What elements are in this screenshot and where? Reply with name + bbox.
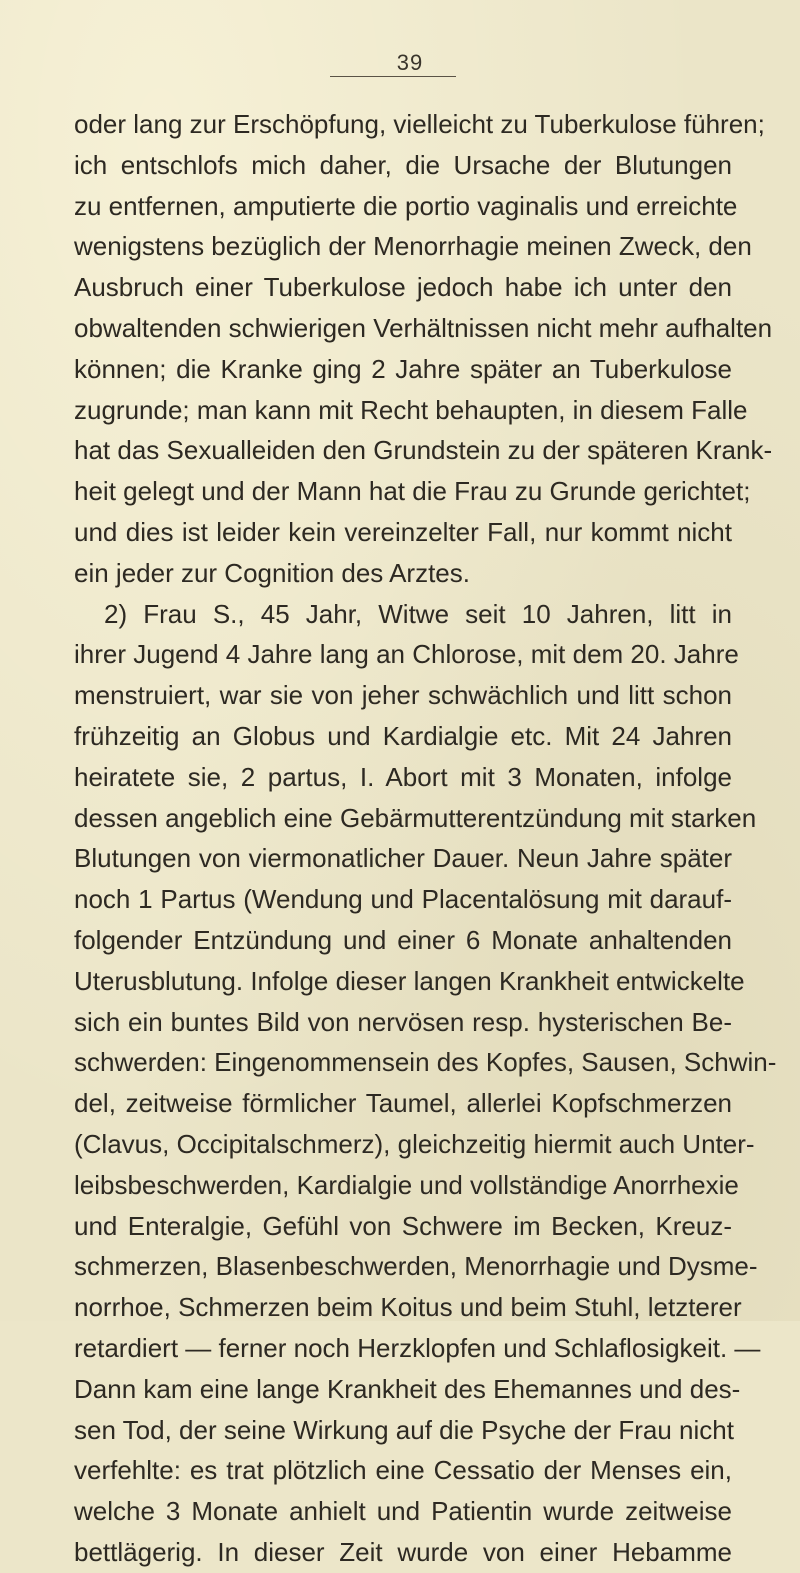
text-line: hat das Sexualleiden den Grundstein zu der späteren Krank- xyxy=(74,435,773,466)
text-line: und dies ist leider kein vereinzelter Fall, nur kommt nicht xyxy=(74,516,732,547)
text-line: retardiert — ferner noch Herzklopfen und Schlaflosigkeit. — xyxy=(74,1332,761,1363)
text-line: Uterusblutung. Infolge dieser langen Krankheit entwickelte xyxy=(74,965,745,996)
text-line: schmerzen, Blasenbeschwerden, Menorrhagie und Dysme- xyxy=(74,1251,758,1282)
body-text xyxy=(74,104,777,1573)
text-line: verfehlte: es trat plötzlich eine Cessatio der Menses ein, xyxy=(74,1455,732,1486)
text-line: zu entfernen, amputierte die portio vaginalis und erreichte xyxy=(74,190,738,221)
text-line: (Clavus, Occipitalschmerz), gleichzeitig hiermit auch Unter- xyxy=(74,1128,755,1159)
text-line: und Enteralgie, Gefühl von Schwere im Becken, Kreuz- xyxy=(74,1210,732,1241)
text-line: Blutungen von viermonatlicher Dauer. Neun Jahre später xyxy=(74,843,732,874)
text-line: sen Tod, der seine Wirkung auf die Psyche der Frau nicht xyxy=(74,1414,734,1445)
text-line: noch 1 Partus (Wendung und Placentalösung mit darauf- xyxy=(74,884,732,915)
text-line: oder lang zur Erschöpfung, vielleicht zu Tuberkulose führen; xyxy=(74,109,765,139)
text-line: dessen angeblich eine Gebärmutterentzündung mit starken xyxy=(74,802,757,833)
text-line: ein jeder zur Cognition des Arztes. xyxy=(74,557,470,588)
text-line: Ausbruch einer Tuberkulose jedoch habe ich unter den xyxy=(74,272,732,303)
text-line: obwaltenden schwierigen Verhältnissen nicht mehr aufhalten xyxy=(74,312,773,343)
text-line: schwerden: Eingenommensein des Kopfes, Sausen, Schwin- xyxy=(74,1047,777,1078)
text-line: zugrunde; man kann mit Recht behaupten, in diesem Falle xyxy=(74,394,748,425)
text-line: norrhoe, Schmerzen beim Koitus und beim Stuhl, letzterer xyxy=(74,1292,742,1323)
text-line: leibsbeschwerden, Kardialgie und vollständige Anorrhexie xyxy=(74,1169,739,1200)
text-line: heit gelegt und der Mann hat die Frau zu Grunde gerichtet; xyxy=(74,476,751,507)
text-line: wenigstens bezüglich der Menorrhagie meinen Zweck, den xyxy=(74,231,752,262)
text-line: können; die Kranke ging 2 Jahre später an Tuberkulose xyxy=(74,353,732,384)
text-line: heiratete sie, 2 partus, I. Abort mit 3 Monaten, infolge xyxy=(74,761,732,792)
text-line: ihrer Jugend 4 Jahre lang an Chlorose, mit dem 20. Jahre xyxy=(74,639,739,670)
text-line: 2) Frau S., 45 Jahr, Witwe seit 10 Jahren, litt in xyxy=(104,598,732,629)
text-line: Dann kam eine lange Krankheit des Ehemannes und des- xyxy=(74,1373,741,1404)
text-line: welche 3 Monate anhielt und Patientin wurde zeitweise xyxy=(74,1496,732,1527)
text-line: ich entschlofs mich daher, die Ursache der Blutungen xyxy=(74,149,732,180)
text-line: folgender Entzündung und einer 6 Monate anhaltenden xyxy=(74,924,732,955)
text-line: menstruiert, war sie von jeher schwächlich und litt schon xyxy=(74,680,732,711)
text-line: del, zeitweise förmlicher Taumel, allerlei Kopfschmerzen xyxy=(74,1088,732,1119)
text-line: sich ein buntes Bild von nervösen resp. hysterischen Be- xyxy=(74,1006,732,1037)
text-line: frühzeitig an Globus und Kardialgie etc. Mit 24 Jahren xyxy=(74,720,732,751)
page-number: 39 xyxy=(396,50,424,75)
text-line: bettlägerig. In dieser Zeit wurde von einer Hebamme xyxy=(74,1536,732,1567)
header-rule xyxy=(330,76,456,77)
